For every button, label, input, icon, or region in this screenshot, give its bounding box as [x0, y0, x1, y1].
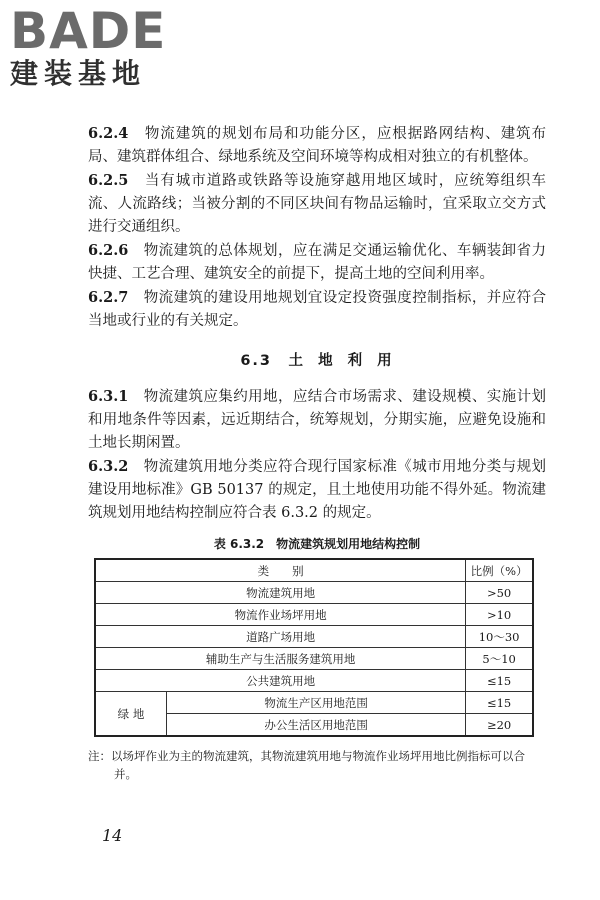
clause-text: 物流建筑的建设用地规划宜设定投资强度控制指标，并应符合当地或行业的有关规定。: [88, 290, 547, 329]
header-ratio: 比例（%）: [466, 559, 533, 582]
green-group-label: 绿 地: [95, 692, 167, 737]
clause-text: 物流建筑应集约用地，应结合市场需求、建设规模、实施计划和用地条件等因素，远近期结合，统筹规划，分期实施，应避免设施和土地长期闲置。: [88, 389, 547, 451]
table-row: [95, 670, 533, 692]
row-ratio: 10～30: [466, 626, 533, 648]
clause-number: 6.2.4: [88, 125, 129, 142]
page-number: 14: [102, 826, 123, 845]
clause-number: 6.2.6: [88, 242, 129, 259]
row-category: 物流建筑用地: [95, 582, 466, 604]
row-ratio: ≤15: [466, 670, 533, 692]
row-category: 办公生活区用地范围: [167, 714, 466, 737]
header-category: 类 别: [95, 559, 466, 582]
table-row: [95, 648, 533, 670]
clause-6-2-5: [88, 169, 546, 239]
row-ratio: ≥20: [466, 714, 533, 737]
logo: [10, 2, 175, 90]
clause-6-3-1: [88, 385, 546, 455]
row-ratio: 5～10: [466, 648, 533, 670]
land-use-table: [94, 558, 534, 737]
table-row: [95, 604, 533, 626]
clause-6-2-7: [88, 286, 546, 333]
document-body: [88, 122, 546, 783]
clause-number: 6.3.1: [88, 388, 129, 405]
table-row: [95, 692, 533, 714]
section-heading: [88, 349, 546, 370]
row-ratio: ≤15: [466, 692, 533, 714]
clause-text: 物流建筑用地分类应符合现行国家标准《城市用地分类与规划建设用地标准》GB 50137 的规定，且土地使用功能不得外延。物流建筑规划用地结构控制应符合表 6.3.2 的规定。: [88, 459, 547, 521]
logo-brand: BADE: [10, 2, 167, 60]
clause-number: 6.2.7: [88, 289, 129, 306]
table-header-row: [95, 559, 533, 582]
row-category: 物流作业场坪用地: [95, 604, 466, 626]
row-category: 辅助生产与生活服务建筑用地: [95, 648, 466, 670]
clause-number: 6.3.2: [88, 458, 129, 475]
row-category: 道路广场用地: [95, 626, 466, 648]
row-ratio: >50: [466, 582, 533, 604]
clause-text: 物流建筑的规划布局和功能分区，应根据路网结构、建筑布局、建筑群体组合、绿地系统及空间环境等构成相对独立的有机整体。: [88, 126, 546, 165]
row-category: 物流生产区用地范围: [167, 692, 466, 714]
section-number: 6.3: [240, 353, 273, 369]
clause-number: 6.2.5: [88, 172, 129, 189]
row-ratio: >10: [466, 604, 533, 626]
logo-subtitle: 建装基地: [10, 57, 147, 90]
table-note: 注：以场坪作业为主的物流建筑，其物流建筑用地与物流作业场坪用地比例指标可以合并。: [88, 749, 525, 781]
clause-6-2-6: [88, 239, 546, 286]
table-row: [95, 582, 533, 604]
clause-6-2-4: [88, 122, 546, 169]
clause-text: 物流建筑的总体规划，应在满足交通运输优化、车辆装卸省力快捷、工艺合理、建筑安全的前提下，提高土地的空间利用率。: [88, 243, 547, 282]
table-caption: 表 6.3.2 物流建筑规划用地结构控制: [213, 537, 421, 551]
row-category: 公共建筑用地: [95, 670, 466, 692]
clause-6-3-2: [88, 455, 546, 525]
section-title: 土 地 利 用: [288, 353, 394, 369]
clause-text: 当有城市道路或铁路等设施穿越用地区域时，应统筹组织车流、人流路线；当被分割的不同区块间有物品运输时，宜采取立交方式进行交通组织。: [88, 173, 546, 235]
table-row: [95, 626, 533, 648]
